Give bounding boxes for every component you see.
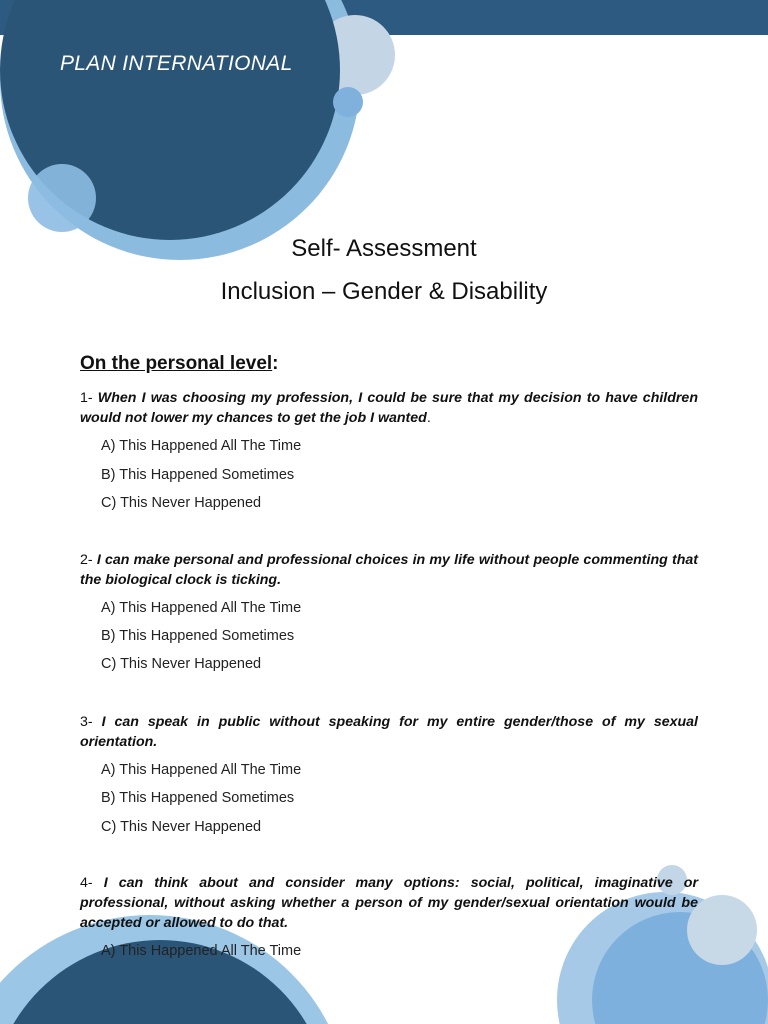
answer-option: B) This Happened Sometimes <box>101 467 295 483</box>
question-3 <box>80 712 698 752</box>
section-heading <box>80 353 279 375</box>
section-heading-text: On the personal level <box>80 353 273 374</box>
question-number: 4- <box>80 875 104 891</box>
question-suffix: . <box>426 410 431 426</box>
answer-option: A) This Happened All The Time <box>101 943 302 959</box>
document-title: Self- Assessment <box>291 235 477 262</box>
question-number: 2- <box>80 552 97 568</box>
answer-option: C) This Never Happened <box>101 819 262 835</box>
question-text: I can make personal and professional choices in my life without people commenting that the biological clock is ticking. <box>80 552 698 588</box>
organization-name: PLAN INTERNATIONAL <box>60 52 293 75</box>
answer-option: B) This Happened Sometimes <box>101 628 295 644</box>
question-text: When I was choosing my profession, I could be sure that my decision to have children would not lower my chances to get the job I wanted <box>80 390 698 426</box>
document-subtitle: Inclusion – Gender & Disability <box>220 278 548 305</box>
question-4 <box>80 873 698 933</box>
answer-option: A) This Happened All The Time <box>101 762 302 778</box>
question-text: I can speak in public without speaking for my entire gender/those of my sexual orientation. <box>80 714 698 750</box>
answer-option: C) This Never Happened <box>101 656 262 672</box>
answer-option: A) This Happened All The Time <box>101 438 302 454</box>
question-number: 1- <box>80 390 98 406</box>
answer-option: B) This Happened Sometimes <box>101 790 295 806</box>
section-heading-colon: : <box>272 353 279 374</box>
question-1 <box>80 388 698 428</box>
answer-option: C) This Never Happened <box>101 495 262 511</box>
question-number: 3- <box>80 714 102 730</box>
question-text: I can think about and consider many options: social, political, imaginative or professional, without asking whether a person of my gender/sexual orientation would be accepted or allowed to do that. <box>80 875 698 931</box>
answer-option: A) This Happened All The Time <box>101 600 302 616</box>
question-2 <box>80 550 698 590</box>
